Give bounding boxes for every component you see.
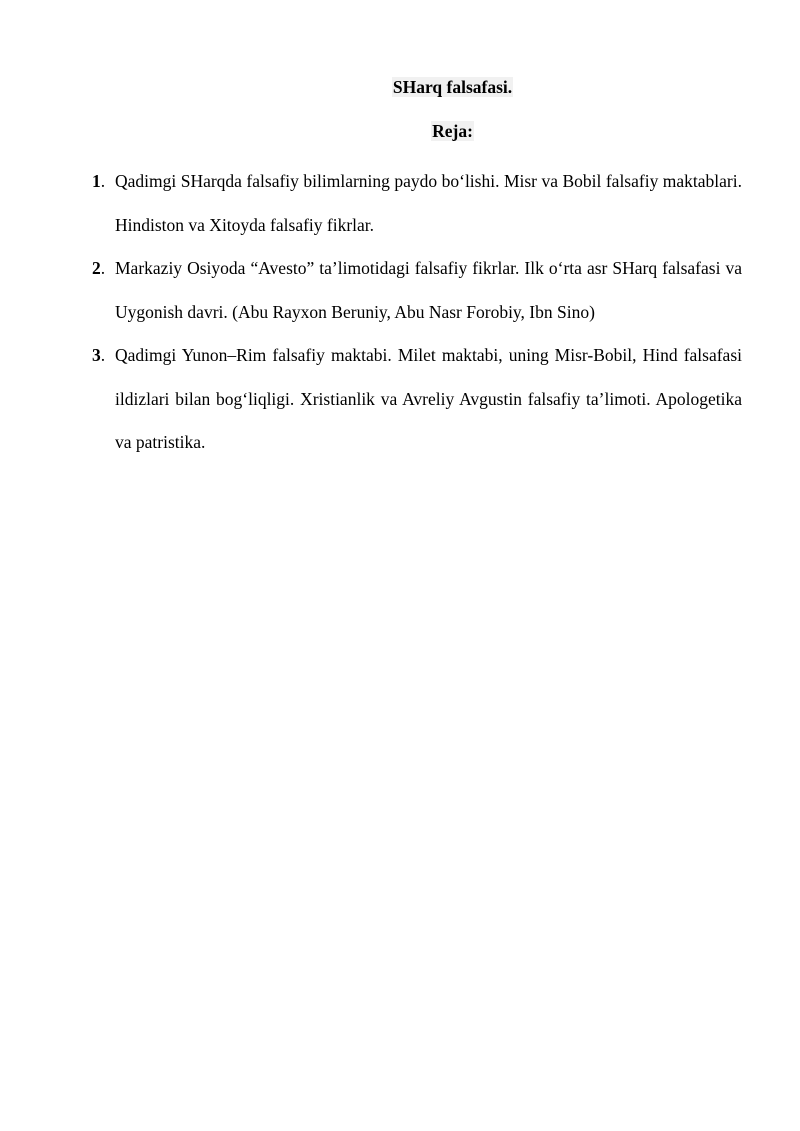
plan-list <box>92 160 742 465</box>
document-title-text: SHarq falsafasi. <box>392 77 513 97</box>
plan-item-1 <box>92 160 742 247</box>
plan-item-text: Qadimgi SHarqda falsafiy bilimlarning paydo bo‘lishi. Misr va Bobil falsafiy maktablari. Hindiston va Xitoyda falsafiy fikrlar. <box>115 171 742 235</box>
plan-item-number: 1. <box>92 171 106 191</box>
plan-item-2 <box>92 247 742 334</box>
plan-item-3 <box>92 334 742 465</box>
plan-item-number: 2. <box>92 258 106 278</box>
plan-heading <box>0 120 800 142</box>
plan-item-text: Qadimgi Yunon–Rim falsafiy maktabi. Milet maktabi, uning Misr-Bobil, Hind falsafasi ildizlari bilan bog‘liqligi. Xristianlik va Avreliy Avgustin falsafiy ta’limoti. Apologetika va patristika. <box>115 345 742 452</box>
document-title <box>0 76 800 98</box>
plan-item-number: 3. <box>92 345 106 365</box>
plan-item-text: Markaziy Osiyoda “Avesto” ta’limotidagi falsafiy fikrlar. Ilk o‘rta asr SHarq falsafasi va Uygonish davri. (Abu Rayxon Beruniy, Abu Nasr Forobiy, Ibn Sino) <box>115 258 742 322</box>
plan-heading-text: Reja: <box>432 121 473 141</box>
